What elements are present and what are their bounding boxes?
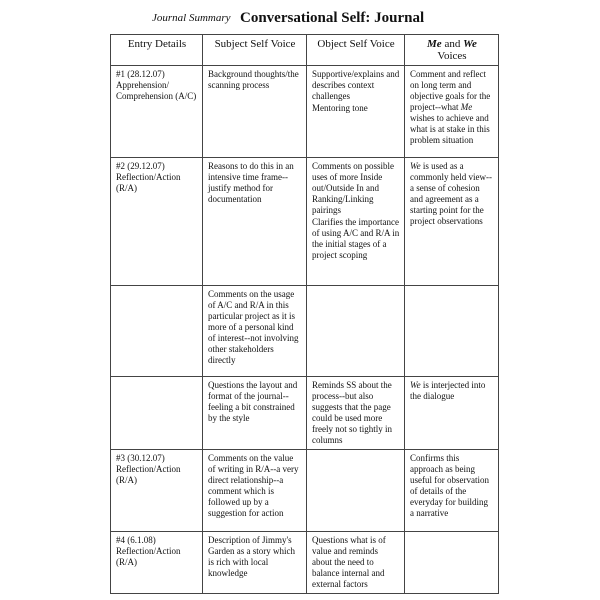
entry-details-cell: #2 (29.12.07) Reflection/Action (R/A) xyxy=(111,158,203,286)
table-row xyxy=(111,450,499,532)
column-header-me-we-voices xyxy=(405,35,499,66)
column-header-subject-self-voice: Subject Self Voice xyxy=(203,35,307,66)
subject-voice-cell: Comments on the usage of A/C and R/A in this particular project as it is more of a personal kind of interest--not involving other stakeholders directly xyxy=(203,286,307,377)
table-row xyxy=(111,158,499,286)
object-voice-cell xyxy=(307,158,405,286)
me-we-voice-cell xyxy=(405,66,499,158)
object-voice-cell xyxy=(307,377,405,450)
subject-voice-cell: Comments on the value of writing in R/A--a very direct relationship--a comment which is followed up by a suggestion for action xyxy=(203,450,307,532)
we-label: We xyxy=(463,38,477,50)
object-voice-paragraph: Comments on possible uses of more Inside out/Outside In and Ranking/Linking pairings xyxy=(312,161,395,215)
object-voice-cell xyxy=(307,450,405,532)
document-header xyxy=(0,8,600,34)
table-row xyxy=(111,532,499,594)
me-we-emphasis: We xyxy=(410,380,421,390)
entry-details-cell: #1 (28.12.07) Apprehension/ Comprehension (A/C) xyxy=(111,66,203,158)
subject-voice-cell: Reasons to do this in an intensive time frame--justify method for documentation xyxy=(203,158,307,286)
table-row xyxy=(111,66,499,158)
object-voice-paragraph: Supportive/explains and describes context challenges xyxy=(312,69,400,101)
me-we-text: Comment and reflect on long term and objective goals for the project--what xyxy=(410,69,491,112)
me-we-voice-cell xyxy=(405,532,499,594)
table-row xyxy=(111,286,499,377)
object-voice-paragraph: Reminds SS about the process--but also suggests that the page could be used more freely not so tightly in columns xyxy=(312,380,392,445)
voices-label: Voices xyxy=(437,50,467,62)
and-label: and xyxy=(441,38,464,50)
entry-details-cell: #4 (6.1.08) Reflection/Action (R/A) xyxy=(111,532,203,594)
subject-voice-cell: Description of Jimmy's Garden as a story which is rich with local knowledge xyxy=(203,532,307,594)
table-header-row xyxy=(111,35,499,66)
header-subtitle: Journal Summary xyxy=(152,12,231,24)
object-voice-cell xyxy=(307,66,405,158)
entry-details-cell xyxy=(111,286,203,377)
object-voice-paragraph: Mentoring tone xyxy=(312,103,368,113)
me-we-voice-cell xyxy=(405,450,499,532)
header-title: Conversational Self: Journal xyxy=(240,10,425,26)
object-voice-cell xyxy=(307,532,405,594)
journal-summary-table xyxy=(110,34,499,594)
object-voice-cell xyxy=(307,286,405,377)
me-we-text: wishes to achieve and what is at stake in this problem situation xyxy=(410,113,490,145)
object-voice-paragraph: Clarifies the importance of using A/C and R/A in the initial stages of a project scoping xyxy=(312,217,400,260)
table-row xyxy=(111,377,499,450)
me-we-text: is used as a commonly held view--a sense of cohesion and agreement as a starting point for the project observations xyxy=(410,161,492,226)
column-header-entry-details: Entry Details xyxy=(111,35,203,66)
me-we-voice-cell xyxy=(405,286,499,377)
subject-voice-cell: Background thoughts/the scanning process xyxy=(203,66,307,158)
me-we-emphasis: We xyxy=(410,161,421,171)
me-we-text: is interjected into the dialogue xyxy=(410,380,486,401)
entry-details-cell xyxy=(111,377,203,450)
me-we-text: Confirms this approach as being useful for observation of details of the everyday for building a narrative xyxy=(410,453,489,518)
me-we-voice-cell xyxy=(405,158,499,286)
me-we-emphasis: Me xyxy=(460,102,473,112)
column-header-object-self-voice: Object Self Voice xyxy=(307,35,405,66)
me-we-voice-cell xyxy=(405,377,499,450)
entry-details-cell: #3 (30.12.07) Reflection/Action (R/A) xyxy=(111,450,203,532)
object-voice-paragraph: Questions what is of value and reminds about the need to balance internal and external factors xyxy=(312,535,386,589)
me-label: Me xyxy=(427,38,442,50)
subject-voice-cell: Questions the layout and format of the journal--feeling a bit constrained by the style xyxy=(203,377,307,450)
